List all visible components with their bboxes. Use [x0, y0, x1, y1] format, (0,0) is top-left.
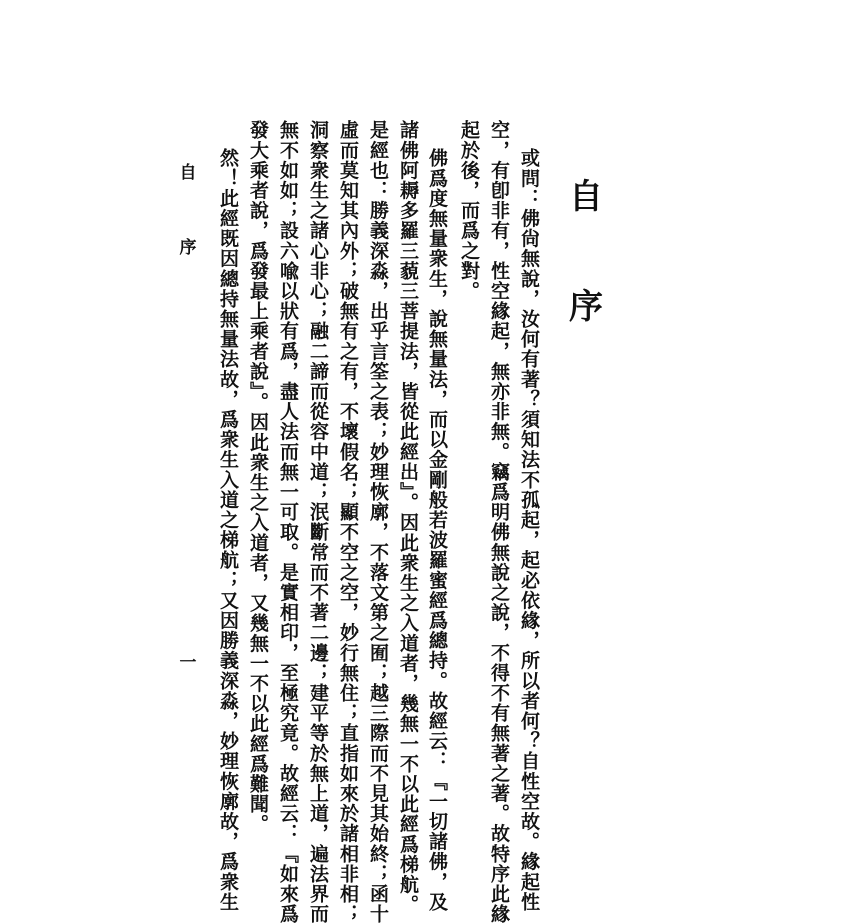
title-char-1: 自 [569, 177, 603, 217]
text-column-10: 發大乘者說，爲發最上乘者說』。因此衆生之入道者，又幾無一不以此經爲難聞。 [247, 120, 269, 835]
page-number: 一 [179, 653, 197, 673]
text-column-3: 起於後，而爲之對。 [458, 120, 480, 301]
text-column-6: 是經也：勝義深淼，出乎言筌之表；妙理恢廓，不落文第之囿；越三際而不見其始終；函十 [367, 120, 389, 924]
text-column-5: 諸佛阿耨多羅三藐三菩提法，皆從此經出』。因此衆生之入道者，幾無一不以此經爲梯航。 [397, 120, 419, 915]
text-column-8: 洞察衆生之諸心非心；融二諦而從容中道；泯斷常而不著二邊；建平等於無上道，遍法界而 [307, 120, 329, 924]
text-column-1: 或問：佛尙無說，汝何有著？須知法不孤起，起必依緣，所以者何？自性空故。緣起性 [518, 148, 540, 912]
text-column-9: 無不如如；設六喩以狀有爲，盡人法而無一可取。是實相印，至極究竟。故經云：『如來爲 [277, 120, 299, 924]
running-head-char-2: 序 [179, 238, 197, 258]
running-head-char-1: 自 [179, 163, 197, 183]
text-column-4: 佛爲度無量衆生，說無量法，而以金剛般若波羅蜜經爲總持。故經云：『一切諸佛，及 [426, 148, 448, 912]
title-char-2: 序 [569, 287, 603, 327]
text-column-11: 然！此經既因總持無量法故，爲衆生入道之梯航；又因勝義深淼，妙理恢廓故，爲衆生 [217, 148, 239, 912]
text-column-7: 虛而莫知其內外；破無有之有，不壞假名；顯不空之空，妙行無住；直指如來於諸相非相； [337, 120, 359, 924]
text-column-2: 空，有卽非有，性空緣起，無亦非無。竊爲明佛無說之說，不得不有無著之著。故特序此緣 [488, 120, 510, 924]
